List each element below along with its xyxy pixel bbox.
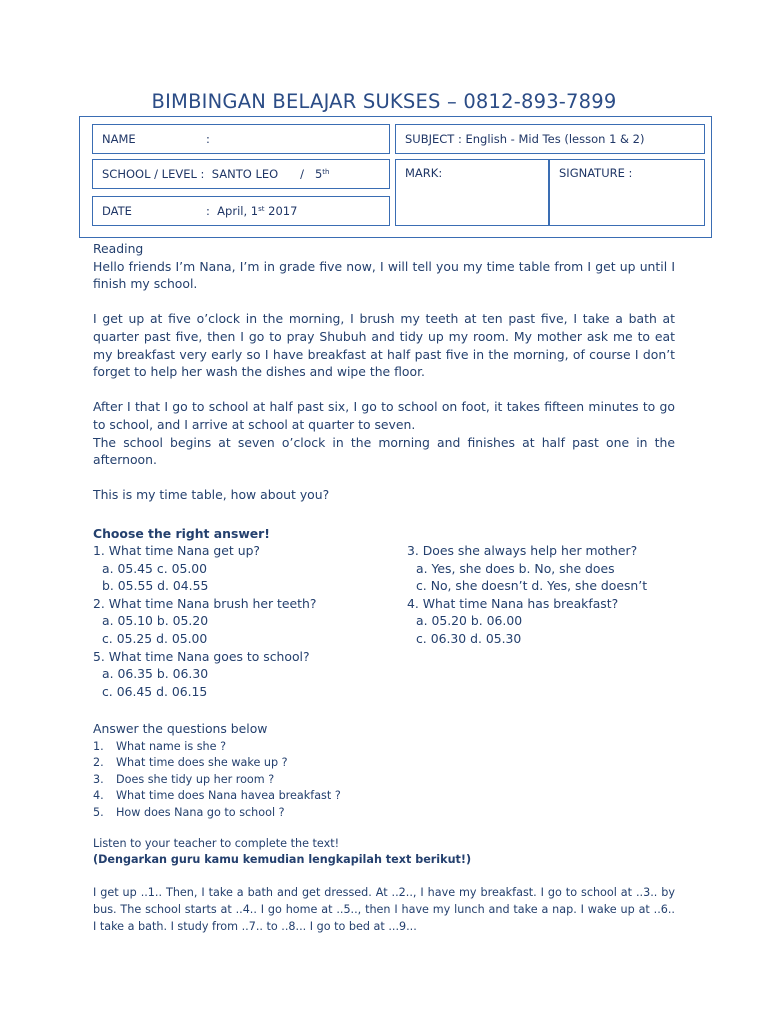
reading-paragraph: Hello friends I’m Nana, I’m in grade five now, I will tell you my time table from I get up until I finish my school.	[93, 258, 675, 292]
date-field	[92, 196, 390, 226]
reading-heading: Reading	[93, 241, 144, 256]
blank-line	[93, 469, 675, 487]
name-separator: :	[206, 132, 210, 146]
reading-paragraph: I get up at five o’clock in the morning, I brush my teeth at ten past five, I take a bath at quarter past five, then I go to pray Shubuh and tidy up my room. My mother ask me to eat my breakfast very early so I have breakfast at half past five in the morning, of course I don’t forget to help her wash the dishes and wipe the floor.	[93, 311, 675, 380]
option-line: a. 05.10 b. 05.20	[102, 613, 209, 629]
blank-line	[93, 293, 675, 311]
question: 3. Does she always help her mother?	[407, 543, 638, 558]
listen-text	[93, 884, 675, 936]
list-number: 4.	[93, 789, 104, 803]
list-item	[93, 788, 341, 804]
listen-instruction: Listen to your teacher to complete the text!	[93, 837, 340, 850]
list-text: How does Nana go to school ?	[116, 805, 285, 819]
list-text: What name is she ?	[116, 740, 227, 753]
option-line: c. No, she doesn’t d. Yes, she doesn’t	[416, 578, 648, 594]
option-line: c. 06.45 d. 06.15	[102, 683, 208, 699]
question: 4. What time Nana has breakfast?	[407, 595, 619, 611]
list-text: What time does Nana havea breakfast ?	[116, 789, 341, 803]
list-item	[93, 772, 341, 788]
list-item	[93, 739, 341, 755]
choose-left-column	[93, 542, 316, 700]
list-number: 2.	[93, 756, 104, 770]
choose-heading: Choose the right answer!	[93, 526, 270, 541]
option-line: c. 05.25 d. 05.00	[102, 630, 208, 646]
mark-field	[395, 159, 549, 226]
option-line: a. 06.35 b. 06.30	[102, 666, 209, 682]
list-item	[93, 755, 341, 771]
list-text: Does she tidy up her room ?	[116, 772, 275, 786]
answer-list	[93, 739, 341, 821]
subject-label: SUBJECT : English - Mid Tes (lesson 1 & 2)	[405, 132, 645, 146]
cloze-paragraph: I get up ..1.. Then, I take a bath and get dressed. At ..2.., I have my breakfast. I go to school at ..3.. by bus. The school starts at ..4.. I go home at ..5.., then I have my lunch and take a nap. I wake up at ..6.. I take a bath. I study from ..7.. to ..8... I go to bed at ...9...	[93, 886, 675, 934]
option-line: a. Yes, she does b. No, she does	[416, 560, 615, 576]
reading-section	[93, 240, 675, 504]
blank-line	[93, 381, 675, 399]
question: 2. What time Nana brush her teeth?	[93, 595, 317, 611]
listen-section	[93, 836, 471, 869]
list-number: 3.	[93, 772, 104, 786]
listen-instruction-translation: (Dengarkan guru kamu kemudian lengkapilah text berikut!)	[93, 853, 472, 867]
date-year: 2017	[264, 204, 298, 218]
answer-heading: Answer the questions below	[93, 721, 268, 736]
reading-paragraph: This is my time table, how about you?	[93, 487, 330, 503]
list-number: 1.	[93, 740, 104, 753]
school-level-label: SCHOOL / LEVEL : SANTO LEO / 5	[102, 167, 323, 181]
option-line: c. 06.30 d. 05.30	[416, 630, 522, 646]
mark-label: MARK:	[405, 166, 443, 180]
reading-paragraph: The school begins at seven o’clock in the morning and finishes at half past one in the afternoon.	[93, 434, 675, 468]
list-item	[93, 805, 341, 821]
choose-right-column	[407, 542, 647, 648]
reading-paragraph: After I that I go to school at half past six, I go to school on foot, it takes fifteen minutes to go to school, and I arrive at school at quarter to seven.	[93, 399, 675, 432]
name-field	[92, 124, 390, 154]
list-text: What time does she wake up ?	[116, 756, 288, 770]
page-title: BIMBINGAN BELAJAR SUKSES – 0812-893-7899	[151, 90, 617, 113]
name-label: NAME	[102, 132, 136, 146]
option-line: a. 05.20 b. 06.00	[416, 613, 523, 629]
question: 5. What time Nana goes to school?	[93, 648, 310, 664]
date-sup: st	[258, 205, 265, 213]
option-line: a. 05.45 c. 05.00	[102, 560, 208, 576]
date-label: DATE	[102, 204, 132, 218]
school-level-field	[92, 159, 390, 189]
signature-label: SIGNATURE :	[559, 166, 633, 180]
question: 1. What time Nana get up?	[93, 543, 261, 558]
subject-field	[395, 124, 705, 154]
signature-field	[549, 159, 705, 226]
option-line: b. 05.55 d. 04.55	[102, 578, 209, 594]
list-number: 5.	[93, 805, 104, 819]
date-value: : April, 1	[206, 204, 259, 218]
school-level-sup: th	[322, 168, 330, 176]
